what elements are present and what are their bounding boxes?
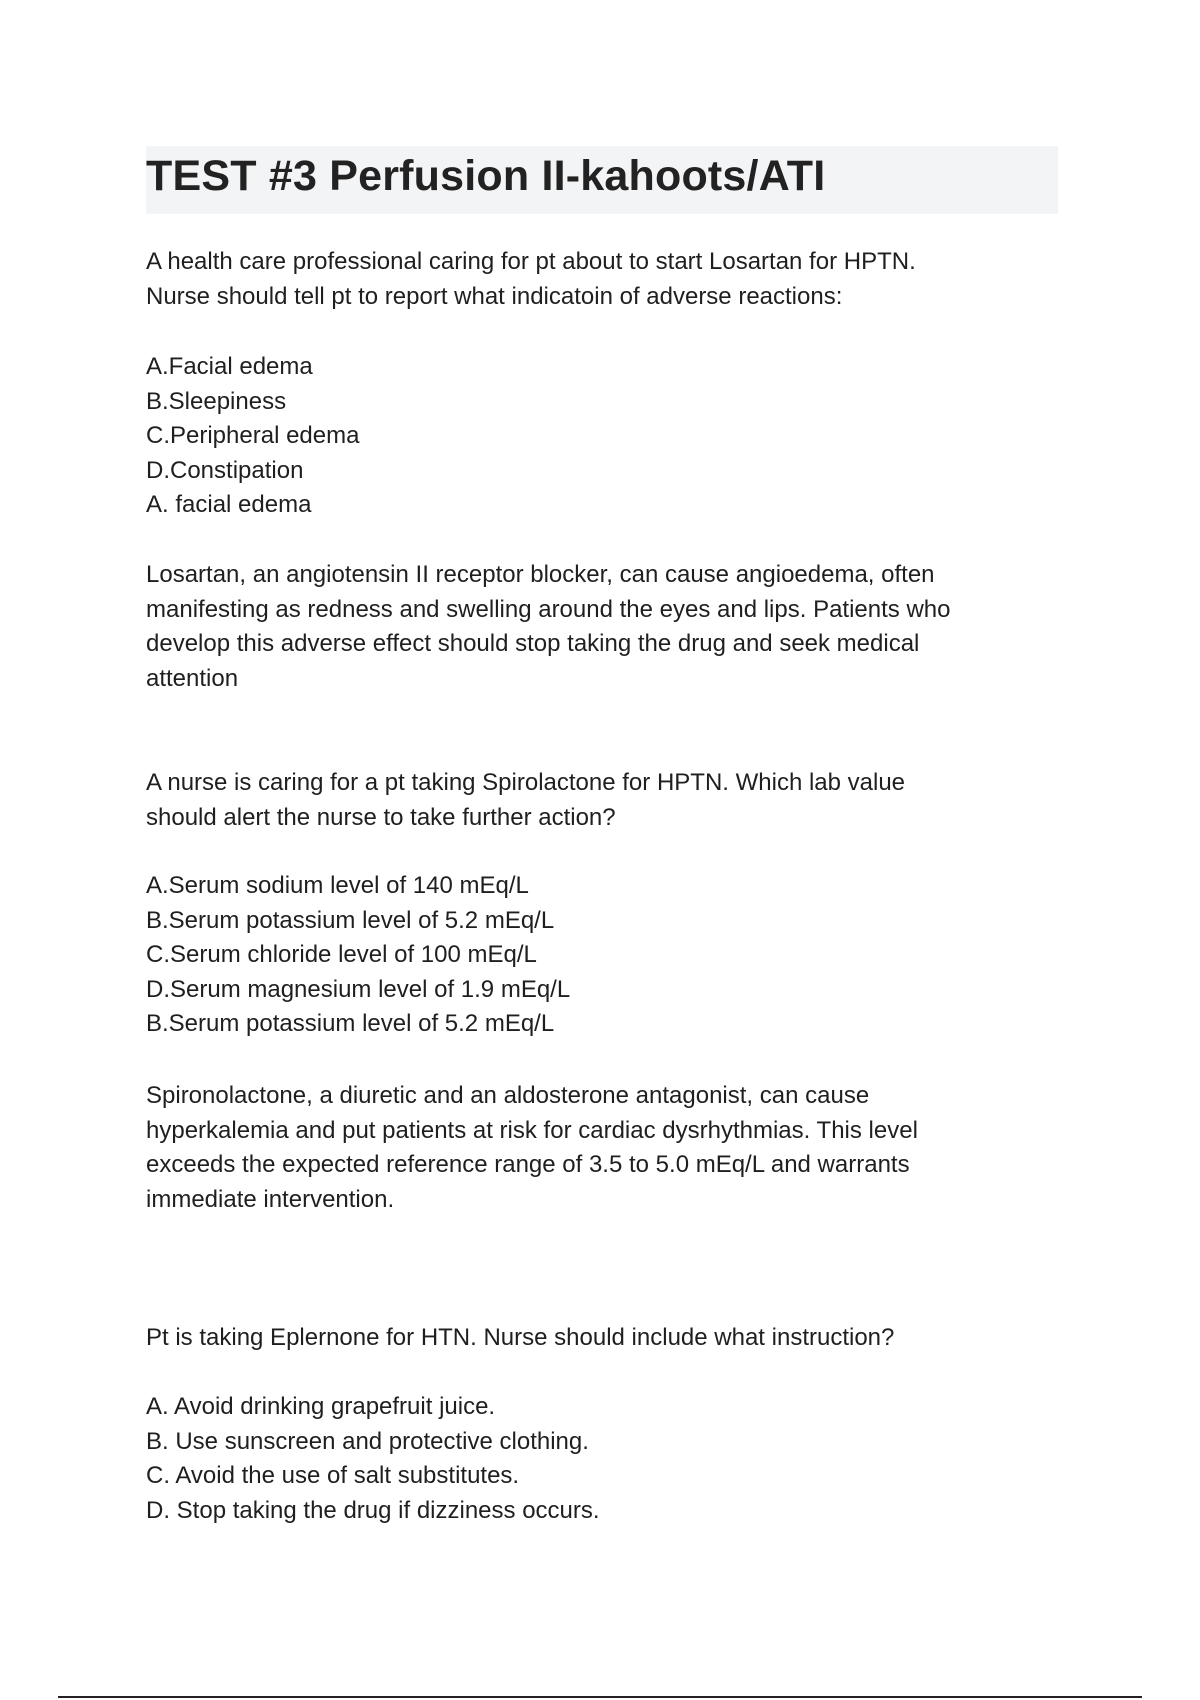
page-title: TEST #3 Perfusion II-kahoots/ATI [146, 152, 826, 200]
option-b: B.Serum potassium level of 5.2 mEq/L [146, 906, 555, 934]
question-2-options [146, 869, 1066, 1042]
option-c: C.Serum chloride level of 100 mEq/L [146, 941, 537, 968]
option-b: B.Sleepiness [146, 387, 287, 415]
rationale-line: manifesting as redness and swelling around the eyes and lips. Patients who [146, 595, 951, 623]
option-b: B. Use sunscreen and protective clothing. [146, 1427, 589, 1455]
question-line: Nurse should tell pt to report what indicatoin of adverse reactions: [146, 282, 843, 310]
question-line: A health care professional caring for pt about to start Losartan for HPTN. [146, 248, 916, 275]
option-d: D.Constipation [146, 456, 304, 484]
question-2-rationale [146, 1079, 1066, 1217]
option-a: A. Avoid drinking grapefruit juice. [146, 1393, 496, 1420]
rationale-line: immediate intervention. [146, 1185, 395, 1213]
option-a: A.Facial edema [146, 353, 313, 380]
option-c: C.Peripheral edema [146, 422, 360, 449]
rationale-line: Spironolactone, a diuretic and an aldosterone antagonist, can cause [146, 1082, 870, 1109]
rationale-line: exceeds the expected reference range of 3.5 to 5.0 mEq/L and warrants [146, 1151, 910, 1178]
question-1 [146, 245, 1066, 314]
option-d: D. Stop taking the drug if dizziness occurs. [146, 1496, 600, 1524]
question-1-options [146, 350, 1066, 523]
rationale-line: attention [146, 664, 239, 692]
rationale-line: Losartan, an angiotensin II receptor blocker, can cause angioedema, often [146, 561, 935, 588]
question-1-rationale [146, 558, 1066, 696]
question-line: A nurse is caring for a pt taking Spirolactone for HPTN. Which lab value [146, 769, 906, 796]
option-d: D.Serum magnesium level of 1.9 mEq/L [146, 975, 571, 1003]
rationale-line: develop this adverse effect should stop taking the drug and seek medical [146, 630, 920, 657]
question-line: should alert the nurse to take further action? [146, 803, 616, 831]
question-3-options [146, 1390, 1066, 1528]
question-2 [146, 766, 1066, 835]
answer: A. facial edema [146, 491, 312, 518]
bottom-divider [58, 1696, 1142, 1698]
option-c: C. Avoid the use of salt substitutes. [146, 1462, 520, 1489]
question-3 [146, 1321, 1066, 1356]
title-banner [146, 146, 1058, 214]
answer: B.Serum potassium level of 5.2 mEq/L [146, 1010, 555, 1037]
rationale-line: hyperkalemia and put patients at risk for cardiac dysrhythmias. This level [146, 1116, 918, 1144]
option-a: A.Serum sodium level of 140 mEq/L [146, 872, 529, 899]
question-line: Pt is taking Eplernone for HTN. Nurse should include what instruction? [146, 1324, 895, 1351]
